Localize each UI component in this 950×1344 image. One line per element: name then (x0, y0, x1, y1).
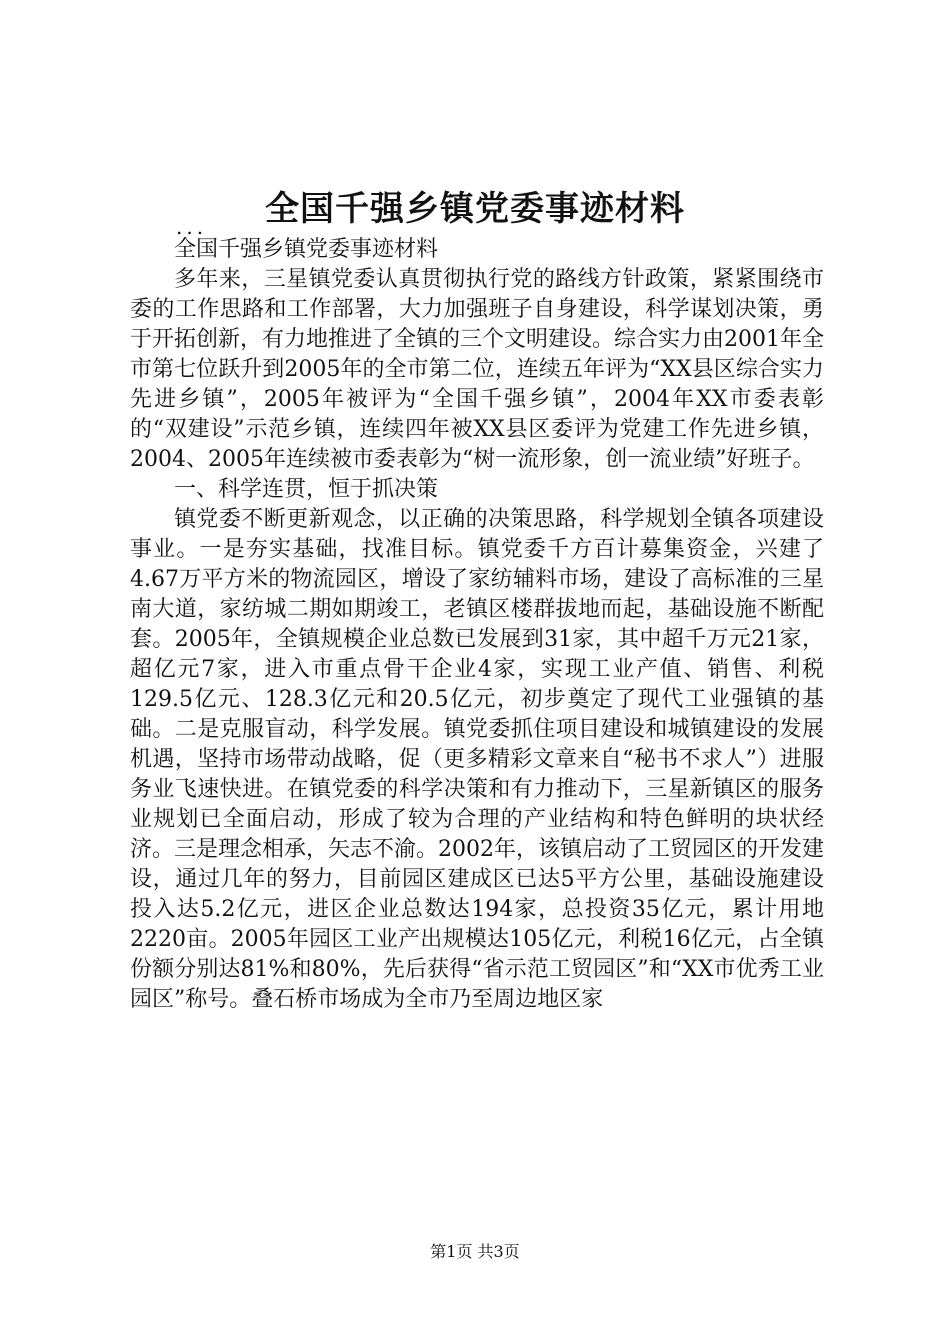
section-heading: 一、科学连贯，恒于抓决策 (174, 477, 439, 502)
section-paragraph: 镇党委不断更新观念，以正确的决策思路，科学规划全镇各项建设事业。一是夯实基础，找准目标。镇党委千方百计募集资金，兴建了4.67万平方米的物流园区，增设了家纺辅料市场，建设了高标准的三星南大道，家纺城二期如期竣工，老镇区楼群拔地而起，基础设施不断配套。2005年，全镇规模企业总数已发展到31家，其中超千万元21家，超亿元7家，进入市重点骨干企业4家，实现工业产值、销售、利税129.5亿元、128.3亿元和20.5亿元，初步奠定了现代工业强镇的基础。二是克服盲动，科学发展。镇党委抓住项目建设和城镇建设的发展机遇，坚持市场带动战略，促（更多精彩文章来自“秘书不求人”）进服务业飞速快进。在镇党委的科学决策和有力推动下，三星新镇区的服务业规划已全面启动，形成了较为合理的产业结构和特色鲜明的块状经济。三是理念相承，矢志不渝。2002年，该镇启动了工贸园区的开发建设，通过几年的努力，目前园区建成区已达5平方公里，基础设施建设投入达5.2亿元，进区企业总数达194家，总投资35亿元，累计用地2220亩。2005年园区工业产出规模达105亿元，利税16亿元，占全镇份额分别达81%和80%，先后获得“省示范工贸园区”和“XX市优秀工业园区”称号。叠石桥市场成为全市乃至周边地区家 (130, 507, 824, 1012)
intro-paragraph: 多年来，三星镇党委认真贯彻执行党的路线方针政策，紧紧围绕市委的工作思路和工作部署，大力加强班子自身建设，科学谋划决策，勇于开拓创新，有力地推进了全镇的三个文明建设。综合实力由2001年全市第七位跃升到2005年的全市第二位，连续五年评为“XX县区综合实力先进乡镇”，2005年被评为“全国千强乡镇”，2004年XX市委表彰的“双建设”示范乡镇，连续四年被XX县区委评为党建工作先进乡镇，2004、2005年连续被市委表彰为“树一流形象，创一流业绩”好班子。 (130, 267, 824, 472)
ellipsis-marker: ... (176, 215, 208, 239)
page-footer: 第1页 共3页 (430, 1242, 520, 1261)
subtitle-paragraph: 全国千强乡镇党委事迹材料 (174, 237, 439, 262)
document-title: 全国千强乡镇党委事迹材料 (265, 189, 685, 229)
document-body (130, 235, 824, 1015)
